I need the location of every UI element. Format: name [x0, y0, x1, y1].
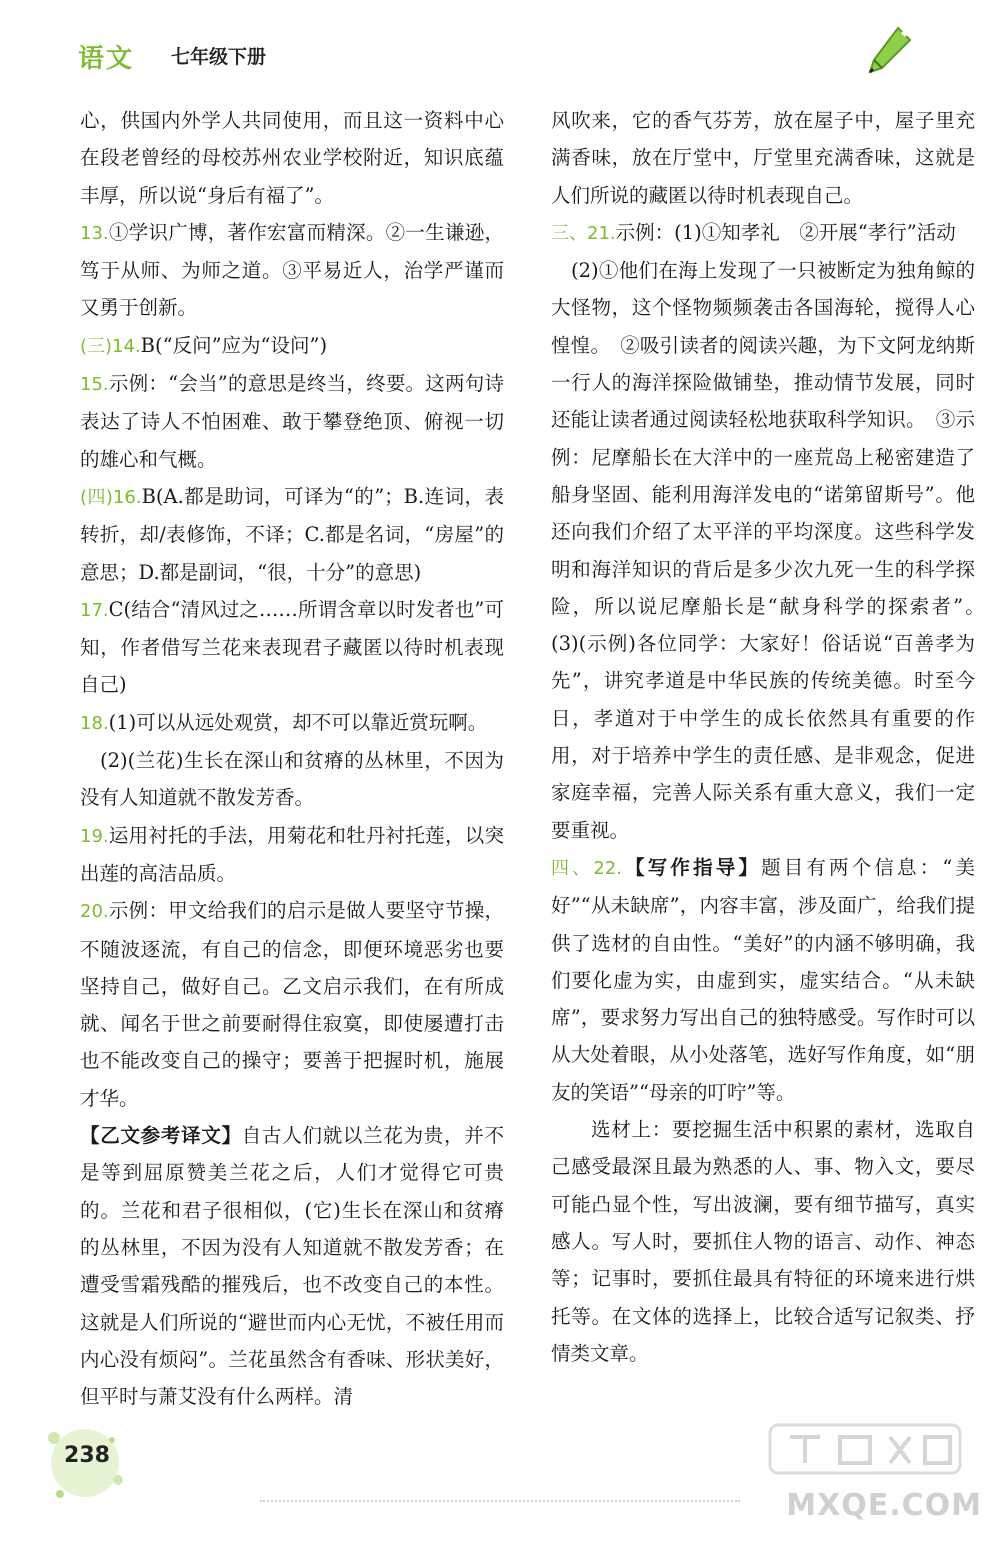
answer-text: 风吹来，它的香气芬芳，放在屋子中，屋子里充满香味，放在厅堂中，厅堂里充满香味，这就是人们所说的藏匿以待时机表现自己。: [551, 109, 975, 207]
left-column: [80, 102, 504, 1415]
answer-paragraph: [80, 1117, 504, 1415]
question-number: 三、21.: [551, 222, 616, 244]
answer-paragraph: [80, 817, 504, 893]
answer-text: B(A.都是助词，可译为“的”；B.连词，表转折，却/表修饰，不译；C.都是名词，“房屋”的意思；D.都是副词，“很，十分”的意思): [80, 484, 505, 584]
answer-text: 心，供国内外学人共同使用，而且这一资料中心在段老曾经的母校苏州农业学校附近，知识底蕴丰厚，所以说“身后有福了”。: [80, 109, 504, 207]
answer-text: 运用衬托的手法，用菊花和牡丹衬托莲，以突出莲的高洁品质。: [80, 823, 504, 885]
answer-text: 示例：“会当”的意思是终当，终要。这两句诗表达了诗人不怕困难、敢于攀登绝顶、俯视一切的雄心和气概。: [80, 372, 504, 471]
answer-paragraph: [80, 742, 504, 817]
grade-label: 七年级下册: [171, 46, 267, 68]
page-header: [78, 30, 958, 80]
answer-paragraph: [551, 102, 975, 214]
question-number: 18.: [80, 712, 109, 734]
answer-text: ①学识广博，著作宏富而精深。②一生谦逊，笃于从师、为师之道。③平易近人，治学严谨而又勇于创新。: [80, 220, 504, 320]
answer-text: 选材上：要挖掘生活中积累的素材，选取自己感受最深且最为熟悉的人、事、物入文，要尽可能凸显个性，写出波澜，要有细节描写，真实感人。写人时，要抓住人物的语言、动作、神态等；记事时，要抓住最具有特征的环境来进行烘托等。在文体的选择上，比较合适写记叙类、抒情类文章。: [551, 1118, 975, 1365]
question-number: 四、22.: [551, 857, 622, 879]
answer-paragraph: [551, 1111, 975, 1372]
answer-text: 自古人们就以兰花为贵，并不是等到屈原赞美兰花之后，人们才觉得它可贵的。兰花和君子很相似，(它)生长在深山和贫瘠的丛林里，不因为没有人知道就不散发芳香；在遭受雪霜残酷的摧残后，也不改变自己的本性。这就是人们所说的“避世而内心无忧，不被任用而内心没有烦闷”。兰花虽然含有香味、形状美好，但平时与萧艾没有什么两样。清: [80, 1124, 504, 1409]
answer-text: (2)(兰花)生长在深山和贫瘠的丛林里，不因为没有人知道就不散发芳香。: [80, 749, 504, 810]
answer-text: B(“反问”应为“设问”): [140, 333, 328, 357]
answer-paragraph: [80, 478, 504, 591]
subject-title: 语文: [78, 44, 135, 74]
page-number: 238: [64, 1443, 110, 1468]
question-number: 17.: [80, 599, 109, 621]
question-number: (四)16.: [80, 486, 142, 508]
right-column: [551, 102, 995, 1372]
answer-text: (2)①他们在海上发现了一只被断定为独角鲸的大怪物，这个怪物频频袭击各国海轮，搅得人心惶惶。 ②吸引读者的阅读兴趣，为下文阿龙纳斯一行人的海洋探险做铺垫，推动情节发展，同时还能让读者通过阅读轻松地获取科学知识。 ③示例：尼摩船长在大洋中的一座荒岛上秘密建造了船身坚固、能利用海洋发电的“诺第留斯号”。他还向我们介绍了太平洋的平均深度。这些科学发明和海洋知识的背后是多少次九死一生的科学探险，所以说尼摩船长是“献身科学的探索者”。 (3)(示例)各位同学：大家好！俗话说“百善孝为先”，讲究孝道是中华民族的传统美德。时至今日，孝道对于中学生的成长依然具有重要的作用，对于培养中学生的责任感、是非观念，促进家庭幸福，完善人际关系有重大意义，我们一定要重视。: [551, 259, 995, 842]
answer-paragraph: [551, 214, 975, 252]
footer-divider: [260, 1500, 740, 1506]
section-label: 【写作指导】: [621, 855, 762, 879]
answer-paragraph: [80, 704, 504, 742]
answer-paragraph: [80, 365, 504, 478]
watermark-text: MXQE.COM: [786, 1488, 982, 1523]
answer-paragraph: [551, 252, 995, 849]
answer-paragraph: [551, 849, 975, 1111]
answer-paragraph: [80, 327, 504, 365]
pen-icon: [858, 22, 918, 82]
question-number: 20.: [80, 901, 109, 923]
section-label: 【乙文参考译文】: [80, 1124, 242, 1148]
answer-paragraph: [80, 591, 504, 704]
answer-paragraph: [80, 102, 504, 214]
answer-text: C(结合“清风过之……所谓含章以时发者也”可知，作者借写兰花来表现君子藏匿以待时机表现自己): [80, 597, 504, 697]
answer-paragraph: [80, 214, 504, 327]
answer-paragraph: [80, 892, 504, 1117]
answer-text: 题目有两个信息：“美好”“从未缺席”，内容丰富，涉及面广，给我们提供了选材的自由性。“美好”的内涵不够明确，我们要化虚为实，由虚到实，虚实结合。“从未缺席”，要求努力写出自己的独特感受。写作时可以从大处着眼，从小处落笔，选好写作角度，如“朋友的笑语”“母亲的叮咛”等。: [551, 855, 975, 1104]
answer-text: (1)可以从远处观赏，却不可以靠近赏玩啊。: [108, 710, 488, 734]
answer-text: 示例：甲文给我们的启示是做人要坚守节操，不随波逐流，有自己的信念，即便环境恶劣也要坚持自己，做好自己。乙文启示我们，在有所成就、闻名于世之前要耐得住寂寞，即使屡遭打击也不能改变自己的操守；要善于把握时机，施展才华。: [80, 899, 504, 1110]
question-number: 13.: [80, 222, 109, 244]
question-number: 15.: [80, 374, 109, 396]
answer-text: 示例：(1)①知孝礼 ②开展“孝行”活动: [615, 220, 956, 244]
question-number: (三)14.: [80, 335, 141, 357]
question-number: 19.: [80, 825, 109, 847]
